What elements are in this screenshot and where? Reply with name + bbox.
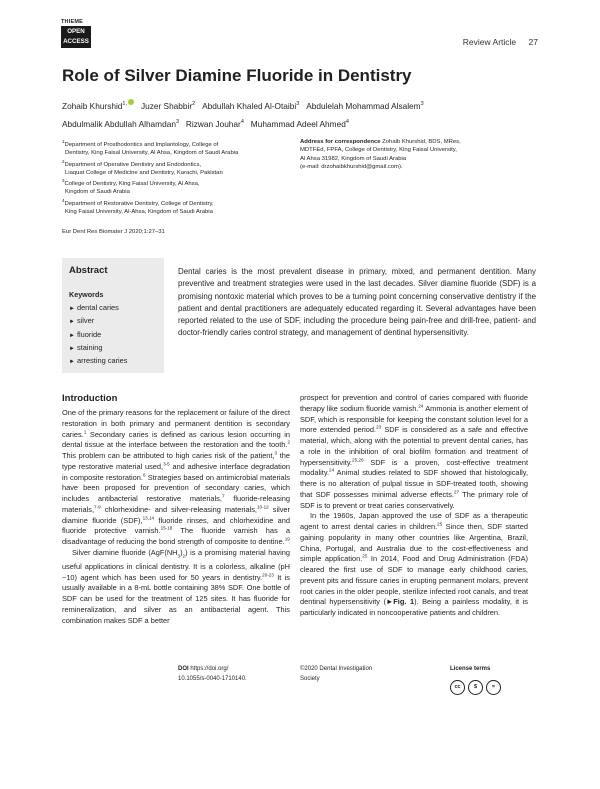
keyword-item xyxy=(69,302,157,315)
author-affiliation-sup: 1, xyxy=(122,101,128,107)
author-line-1 xyxy=(62,96,542,114)
abstract-heading: Abstract xyxy=(69,265,108,276)
affiliation-line: Department of Prosthodontics and Implantology, College of xyxy=(64,141,219,148)
author-name[interactable]: Juzer Shabbir xyxy=(140,100,193,111)
author-affiliation-sup: 3 xyxy=(296,101,300,107)
affiliation-item xyxy=(62,158,290,178)
no-derivatives-icon[interactable]: = xyxy=(486,680,501,695)
affiliation-number: 3 xyxy=(62,178,65,184)
affiliation-number: 2 xyxy=(62,158,65,164)
subscript: 3 xyxy=(177,553,181,559)
citation-ref[interactable]: 15-18 xyxy=(160,525,173,531)
body-column-left xyxy=(62,408,290,626)
correspondence-address xyxy=(300,138,528,171)
abstract-sidebar xyxy=(62,258,164,373)
affiliation-line: Department of Operative Dentistry and Endodontics, xyxy=(64,161,202,168)
author-name[interactable]: Rizwan Jouhar xyxy=(185,118,241,129)
journal-citation: Eur Dent Res Biomater J 2020;1:27–31 xyxy=(62,229,165,235)
publisher-name: THIEME xyxy=(61,19,83,25)
citation-ref[interactable]: 13,14 xyxy=(142,515,155,521)
orcid-icon[interactable] xyxy=(128,99,134,105)
subscript: 2 xyxy=(182,553,186,559)
affiliation-line: King Faisal University, Al-Ahsa, Kingdom of Saudi Arabia xyxy=(65,208,213,215)
author-affiliation-sup: 3 xyxy=(420,101,424,107)
author-name[interactable]: Abdullah Khaled Al-Otaibi xyxy=(202,100,297,111)
correspondence-label: Address for correspondence xyxy=(300,139,381,145)
affiliation-line: College of Dentistry, King Faisal University, Al Ahsa, xyxy=(64,181,200,188)
arrow-icon: ► xyxy=(69,345,75,352)
copyright-line1: ©2020 Dental Investigation xyxy=(300,666,373,672)
keyword-item xyxy=(69,329,157,342)
doi-link-cont[interactable]: 10.1055/s-0040-1710140. xyxy=(178,675,247,682)
affiliation-line: Liaquat College of Medicine and Dentistry, Karachi, Pakistan xyxy=(65,169,223,176)
page-number: 27 xyxy=(528,37,538,47)
affiliation-item xyxy=(62,177,290,197)
correspondence-line2: MDTFEd, FPFA, College of Dentistry, King Faisal University, xyxy=(300,147,457,154)
affiliation-line: Dentistry, King Faisal University, Al Ahsa, Kingdom of Saudi Arabia xyxy=(65,150,239,157)
author-list xyxy=(62,96,542,132)
affiliation-line: Kingdom of Saudi Arabia xyxy=(65,189,130,196)
copyright-line2: Society xyxy=(300,675,320,682)
citation-ref[interactable]: 23 xyxy=(376,424,382,430)
arrow-icon: ► xyxy=(69,319,75,326)
citation-ref[interactable]: 25,26 xyxy=(352,457,364,463)
article-section: Review Article xyxy=(462,37,517,47)
body-column-right xyxy=(300,393,528,619)
introduction-heading: Introduction xyxy=(62,393,118,404)
citation-ref[interactable]: 1 xyxy=(83,429,87,435)
author-affiliation-sup: 4 xyxy=(240,118,244,125)
noncommercial-icon[interactable]: $ xyxy=(468,680,483,695)
paragraph: Silver diamine fluoride $(AgF(NH_3)_2)$ is a promising material having useful applications in clinical dentistry. It is a colorless, alkaline (pH ~10) agent which has been used for 50 years in dentistry.$^{20-23}$ It is usually available in a 8-mL bottle containing 38% SDF. One bottle of SDF can be used for the treatment of 125 sites. It has fluoride for remineralization, and silver as an antibacterial agent. This combination makes SDF a better xyxy=(62,547,290,625)
keywords-heading: Keywords xyxy=(69,290,104,299)
keyword-label: dental caries xyxy=(76,303,119,312)
arrow-icon: ► xyxy=(69,306,75,312)
keyword-item xyxy=(69,315,157,328)
open-access-line1: OPEN xyxy=(67,28,85,35)
author-affiliation-sup: 3 xyxy=(175,118,179,125)
keyword-label: silver xyxy=(76,316,95,326)
correspondence-email[interactable]: (e-mail: drzohaibkhurshid@gmail.com). xyxy=(300,163,403,170)
author-name[interactable]: Abdulelah Mohammad Alsalem xyxy=(306,100,421,111)
citation-ref[interactable]: 24 xyxy=(329,467,335,473)
keyword-label: arresting caries xyxy=(76,356,128,366)
affiliation-number: 4 xyxy=(62,197,65,203)
license-block xyxy=(450,665,490,675)
citation-ref[interactable]: 25 xyxy=(362,553,368,559)
affiliation-number: 1 xyxy=(62,139,65,144)
citation-ref[interactable]: 3-5 xyxy=(163,461,170,467)
citation-ref[interactable]: 25 xyxy=(437,521,443,527)
citation-ref[interactable]: 2 xyxy=(287,439,290,445)
publisher-logo xyxy=(61,19,91,51)
doi-block xyxy=(178,665,247,684)
arrow-icon: ► xyxy=(69,359,75,366)
affiliations xyxy=(62,138,290,216)
citation-ref[interactable]: 19 xyxy=(284,536,290,542)
keyword-item xyxy=(69,355,157,368)
keyword-item xyxy=(69,342,157,355)
author-affiliation-sup: 2 xyxy=(192,101,196,107)
license-label: License terms xyxy=(450,666,491,672)
creative-commons-icon[interactable]: cc xyxy=(450,680,465,695)
author-name[interactable]: Abdulmalik Abdullah Alhamdan xyxy=(62,118,176,129)
affiliation-item xyxy=(62,197,290,217)
open-access-badge xyxy=(61,26,91,48)
open-access-line2: ACCESS xyxy=(63,38,89,45)
abstract-text: Dental caries is the most prevalent disease in primary, mixed, and permanent dentition. Many preventive and treatment strategies were used in the last decades. Silver diamine fluoride (SDF) is a promising nontoxic material which proves to be a turning point concerning conservative dentistry if the patient and dental practitioners are adequately educated regarding it. Several advantages have been reported related to the use of SDF, including the procedure being pain-free and drill-free, patient- and doctor-friendly caries control strategy, and management of dentinal hypersensitivity. xyxy=(178,267,536,338)
correspondence-line1: Zohaib Khurshid, BDS, MRes, xyxy=(382,139,461,145)
figure-ref[interactable]: ►Fig. 1 xyxy=(385,597,415,607)
citation-ref[interactable]: 24 xyxy=(418,403,424,409)
citation-ref[interactable]: 10-12 xyxy=(256,504,269,510)
affiliation-item xyxy=(62,138,290,158)
citation-ref[interactable]: 7 xyxy=(221,493,225,499)
correspondence-line3: Al Ahsa 31982, Kingdom of Saudi Arabia xyxy=(300,155,407,162)
citation-ref[interactable]: 20-23 xyxy=(262,572,274,578)
author-affiliation-sup: 4 xyxy=(345,118,349,125)
author-name[interactable]: Zohaib Khurshid xyxy=(62,100,123,111)
doi-label: DOI xyxy=(178,666,189,672)
arrow-icon: ► xyxy=(69,332,75,339)
author-line-2 xyxy=(62,114,542,132)
license-icons[interactable] xyxy=(450,680,501,695)
paragraph: In the 1960s, Japan approved the use of SDF as a therapeutic agent to arrest dental caries in children.$^{25}$ Since then, SDF started gaining popularity in many other countries like Argentina, Brazil, China, Portugal, and Australia due to the cost-effectiveness and simple application.$^{25}$ In 2014, Food and Drug Administration (FDA) cleared the first use of SDF to manage early childhood caries, prevent pits and fissure caries in erupting permanent molars, prevent root caries in the older people, sterilize infected root canals, and treat dentinal hypersensitivity (►Fig. 1). Being a painless modality, it is particularly indicated in noncooperative patients and children. xyxy=(300,511,528,617)
author-name[interactable]: Muhammad Adeel Ahmed xyxy=(250,118,346,129)
keyword-list xyxy=(69,302,157,368)
citation-ref[interactable]: 3 xyxy=(274,450,278,456)
citation-ref[interactable]: 27 xyxy=(453,489,460,495)
paragraph: prospect for prevention and control of caries compared with fluoride therapy like sodium fluoride varnish.$^{24}$ Ammonia is another element of SDF, which is responsible for keeping the constant solution level for a more extended period.$^{23}$ SDF is considered as a safe and effective material, which, along with the potential to prevent dental caries, has a role in the inhibition of oral biofilm formation and treatment of hypersensitivity.$^{25,26}$ SDF is a proven, cost-effective treatment modality.$^{24}$ Animal studies related to SDF showed that histologically, there is no alteration of pulpal tissue in SDF-treated tooth, showing that SDF possesses minimal adverse effects.$^{27}$ The primary role of SDF is to prevent or treat caries conservatively. xyxy=(300,393,528,510)
keyword-label: fluoride xyxy=(76,329,102,339)
paragraph: One of the primary reasons for the replacement or failure of the direct restoration in both primary and permanent dentition is secondary caries.$^1$ Secondary caries is defined as carious lesion occurring in dental tissue at the interface between the restoration and the tooth.$^2$ This problem can be attributed to high caries risk of the patient,$^3$ the type restorative material used,$^{3-5}$ and adhesive interface degradation in composite restoration.$^6$ Strategies based on antimicrobial materials have been proposed for prevention of secondary caries, which includes antibacterial restorative materials,$^7$ fluoride-releasing materials,$^{7-9}$ chlorhexidine- and silver-releasing materials,$^{10-12}$ silver diamine fluoride (SDF),$^{13,14}$ fluoride rinses, and chlorhexidine and fluoride protective varnish.$^{15-18}$ The fluoride varnish has a disadvantage of reducing the bond strength of composite to dentine.$^{19}$ xyxy=(62,408,291,546)
citation-ref[interactable]: 7-9 xyxy=(94,504,101,510)
running-header xyxy=(463,37,538,47)
doi-link[interactable]: https://doi.org/ xyxy=(190,666,229,672)
copyright-block xyxy=(300,665,372,684)
keyword-label: staining xyxy=(76,342,103,352)
article-title: Role of Silver Diamine Fluoride in Dentistry xyxy=(62,66,412,85)
citation-ref[interactable]: 6 xyxy=(142,472,146,478)
affiliation-line: Department of Restorative Dentistry, College of Dentistry, xyxy=(64,200,214,207)
